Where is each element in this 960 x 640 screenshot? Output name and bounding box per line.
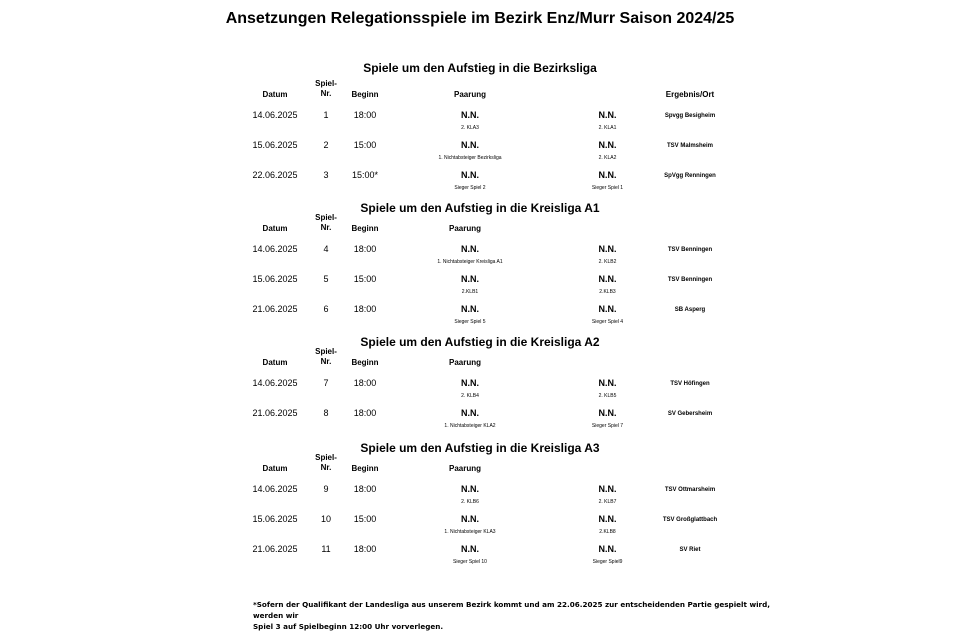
game-time: 15:00* bbox=[351, 170, 379, 180]
game-date: 14.06.2025 bbox=[252, 244, 298, 254]
game-row bbox=[0, 244, 960, 278]
game-row bbox=[0, 514, 960, 548]
game-venue: Spvgg Besigheim bbox=[664, 113, 716, 119]
game-date: 21.06.2025 bbox=[252, 304, 298, 314]
col-header-pairing: Paarung bbox=[453, 90, 486, 99]
home-team: N.N. bbox=[461, 110, 479, 120]
col-header-game-no-2: Nr. bbox=[320, 223, 332, 232]
game-time: 18:00 bbox=[353, 408, 377, 418]
away-qualifier: 2. KLA1 bbox=[598, 125, 617, 131]
col-header-date: Datum bbox=[262, 358, 288, 367]
col-header-date: Datum bbox=[262, 224, 288, 233]
home-qualifier: 2. KLA3 bbox=[461, 125, 479, 131]
game-time: 15:00 bbox=[353, 274, 377, 284]
footnote-line-1: *Sofern der Qualifikant der Landesliga aus unserem Bezirk kommt und am 22.06.2025 zur entscheidenden Partie gespielt wird, werden wir bbox=[253, 600, 770, 620]
col-header-pairing: Paarung bbox=[448, 464, 481, 473]
home-team: N.N. bbox=[461, 304, 479, 314]
game-number: 11 bbox=[321, 544, 331, 554]
game-number: 8 bbox=[323, 408, 329, 418]
game-date: 15.06.2025 bbox=[252, 274, 298, 284]
home-team: N.N. bbox=[461, 544, 479, 554]
game-venue: SpVgg Renningen bbox=[664, 173, 716, 179]
game-row bbox=[0, 378, 960, 412]
home-team: N.N. bbox=[461, 274, 479, 284]
game-row bbox=[0, 110, 960, 144]
away-team: N.N. bbox=[598, 170, 617, 180]
away-qualifier: Sieger Spiel 1 bbox=[591, 185, 624, 191]
home-team: N.N. bbox=[461, 514, 479, 524]
col-header-game-no-1: Spiel- bbox=[315, 453, 337, 462]
col-header-game-no-1: Spiel- bbox=[315, 347, 337, 356]
game-row bbox=[0, 274, 960, 308]
game-row bbox=[0, 408, 960, 442]
home-qualifier: 2. KLB6 bbox=[461, 499, 479, 505]
col-header-date: Datum bbox=[262, 90, 288, 99]
away-team: N.N. bbox=[598, 304, 617, 314]
game-row bbox=[0, 484, 960, 518]
game-time: 18:00 bbox=[353, 544, 377, 554]
game-number: 6 bbox=[323, 304, 329, 314]
away-team: N.N. bbox=[598, 378, 617, 388]
game-venue: TSV Malmsheim bbox=[666, 143, 713, 149]
game-number: 10 bbox=[320, 514, 331, 524]
game-date: 14.06.2025 bbox=[252, 378, 298, 388]
game-time: 18:00 bbox=[353, 378, 377, 388]
game-date: 15.06.2025 bbox=[252, 514, 298, 524]
section-title-kreisliga-a2: Spiele um den Aufstieg in die Kreisliga A2 bbox=[360, 335, 600, 349]
game-venue: TSV Benningen bbox=[667, 277, 713, 283]
home-team: N.N. bbox=[461, 244, 479, 254]
game-number: 2 bbox=[323, 140, 329, 150]
away-team: N.N. bbox=[598, 244, 617, 254]
game-venue: SV Gebersheim bbox=[667, 411, 713, 417]
game-time: 18:00 bbox=[353, 484, 377, 494]
game-number: 4 bbox=[323, 244, 329, 254]
home-team: N.N. bbox=[461, 140, 479, 150]
game-date: 14.06.2025 bbox=[252, 484, 298, 494]
home-team: N.N. bbox=[461, 170, 479, 180]
col-header-date: Datum bbox=[262, 464, 288, 473]
col-header-result: Ergebnis/Ort bbox=[665, 90, 715, 99]
col-header-game-no-2: Nr. bbox=[320, 89, 332, 98]
col-header-start: Beginn bbox=[351, 464, 379, 473]
game-number: 7 bbox=[323, 378, 329, 388]
away-qualifier: Sieger Spiel 4 bbox=[591, 319, 624, 325]
home-qualifier: 1. Nichtabsteiger Kreisliga A1 bbox=[437, 259, 503, 265]
home-qualifier: Sieger Spiel 10 bbox=[453, 559, 487, 565]
game-venue: TSV Benningen bbox=[667, 247, 713, 253]
col-header-game-no-1: Spiel- bbox=[315, 79, 337, 88]
game-date: 22.06.2025 bbox=[252, 170, 298, 180]
home-qualifier: 2.KLB1 bbox=[461, 289, 479, 295]
away-team: N.N. bbox=[598, 408, 617, 418]
game-date: 15.06.2025 bbox=[252, 140, 298, 150]
away-team: N.N. bbox=[598, 514, 617, 524]
home-team: N.N. bbox=[461, 378, 479, 388]
col-header-pairing: Paarung bbox=[448, 358, 481, 367]
col-header-start: Beginn bbox=[351, 224, 379, 233]
away-team: N.N. bbox=[598, 140, 617, 150]
away-team: N.N. bbox=[598, 484, 617, 494]
game-time: 15:00 bbox=[353, 140, 377, 150]
footnote bbox=[253, 599, 773, 632]
game-time: 15:00 bbox=[353, 514, 377, 524]
col-header-pairing: Paarung bbox=[448, 224, 481, 233]
away-qualifier: 2. KLA2 bbox=[598, 155, 617, 161]
game-time: 18:00 bbox=[353, 244, 377, 254]
home-team: N.N. bbox=[461, 408, 479, 418]
game-venue: TSV Großglattbach bbox=[662, 517, 718, 523]
game-venue: TSV Ottmarsheim bbox=[664, 487, 716, 493]
section-title-kreisliga-a1: Spiele um den Aufstieg in die Kreisliga A1 bbox=[360, 201, 600, 215]
document-title: Ansetzungen Relegationsspiele im Bezirk Enz/Murr Saison 2024/25 bbox=[225, 10, 735, 27]
away-team: N.N. bbox=[598, 544, 617, 554]
game-time: 18:00 bbox=[353, 304, 377, 314]
game-row bbox=[0, 170, 960, 204]
away-team: N.N. bbox=[598, 110, 617, 120]
home-team: N.N. bbox=[461, 484, 479, 494]
col-header-game-no-2: Nr. bbox=[320, 357, 332, 366]
home-qualifier: 1. Nichtabsteiger KLA3 bbox=[444, 529, 496, 535]
away-qualifier: 2.KLB8 bbox=[599, 529, 616, 535]
col-header-game-no-1: Spiel- bbox=[315, 213, 337, 222]
away-qualifier: 2. KLB5 bbox=[598, 393, 617, 399]
game-number: 3 bbox=[323, 170, 329, 180]
game-venue: SV Riet bbox=[679, 547, 701, 553]
home-qualifier: 2. KLB4 bbox=[461, 393, 479, 399]
game-date: 14.06.2025 bbox=[252, 110, 298, 120]
footnote-line-2: Spiel 3 auf Spielbeginn 12:00 Uhr vorverlegen. bbox=[253, 622, 444, 631]
game-row bbox=[0, 304, 960, 338]
home-qualifier: 1. Nichtabsteiger Bezirksliga bbox=[438, 155, 502, 161]
section-title-bezirksliga: Spiele um den Aufstieg in die Bezirksliga bbox=[363, 61, 597, 75]
away-qualifier: 2.KLB3 bbox=[599, 289, 616, 295]
away-qualifier: Sieger Spiel9 bbox=[592, 559, 623, 565]
game-row bbox=[0, 544, 960, 578]
away-qualifier: Sieger Spiel 7 bbox=[591, 423, 624, 429]
game-venue: SB Asperg bbox=[674, 307, 706, 313]
away-team: N.N. bbox=[598, 274, 617, 284]
game-number: 9 bbox=[323, 484, 329, 494]
away-qualifier: 2. KLB2 bbox=[598, 259, 617, 265]
home-qualifier: 1. Nichtabsteiger KLA2 bbox=[444, 423, 496, 429]
game-date: 21.06.2025 bbox=[252, 408, 298, 418]
game-venue: TSV Höfingen bbox=[670, 381, 710, 387]
game-number: 5 bbox=[323, 274, 329, 284]
col-header-start: Beginn bbox=[351, 358, 379, 367]
away-qualifier: 2. KLB7 bbox=[598, 499, 617, 505]
section-title-kreisliga-a3: Spiele um den Aufstieg in die Kreisliga A3 bbox=[360, 441, 600, 455]
col-header-start: Beginn bbox=[351, 90, 379, 99]
game-row bbox=[0, 140, 960, 174]
game-time: 18:00 bbox=[353, 110, 377, 120]
home-qualifier: Sieger Spiel 5 bbox=[454, 319, 486, 325]
game-date: 21.06.2025 bbox=[252, 544, 298, 554]
home-qualifier: Sieger Spiel 2 bbox=[454, 185, 486, 191]
col-header-game-no-2: Nr. bbox=[320, 463, 332, 472]
game-number: 1 bbox=[323, 110, 329, 120]
